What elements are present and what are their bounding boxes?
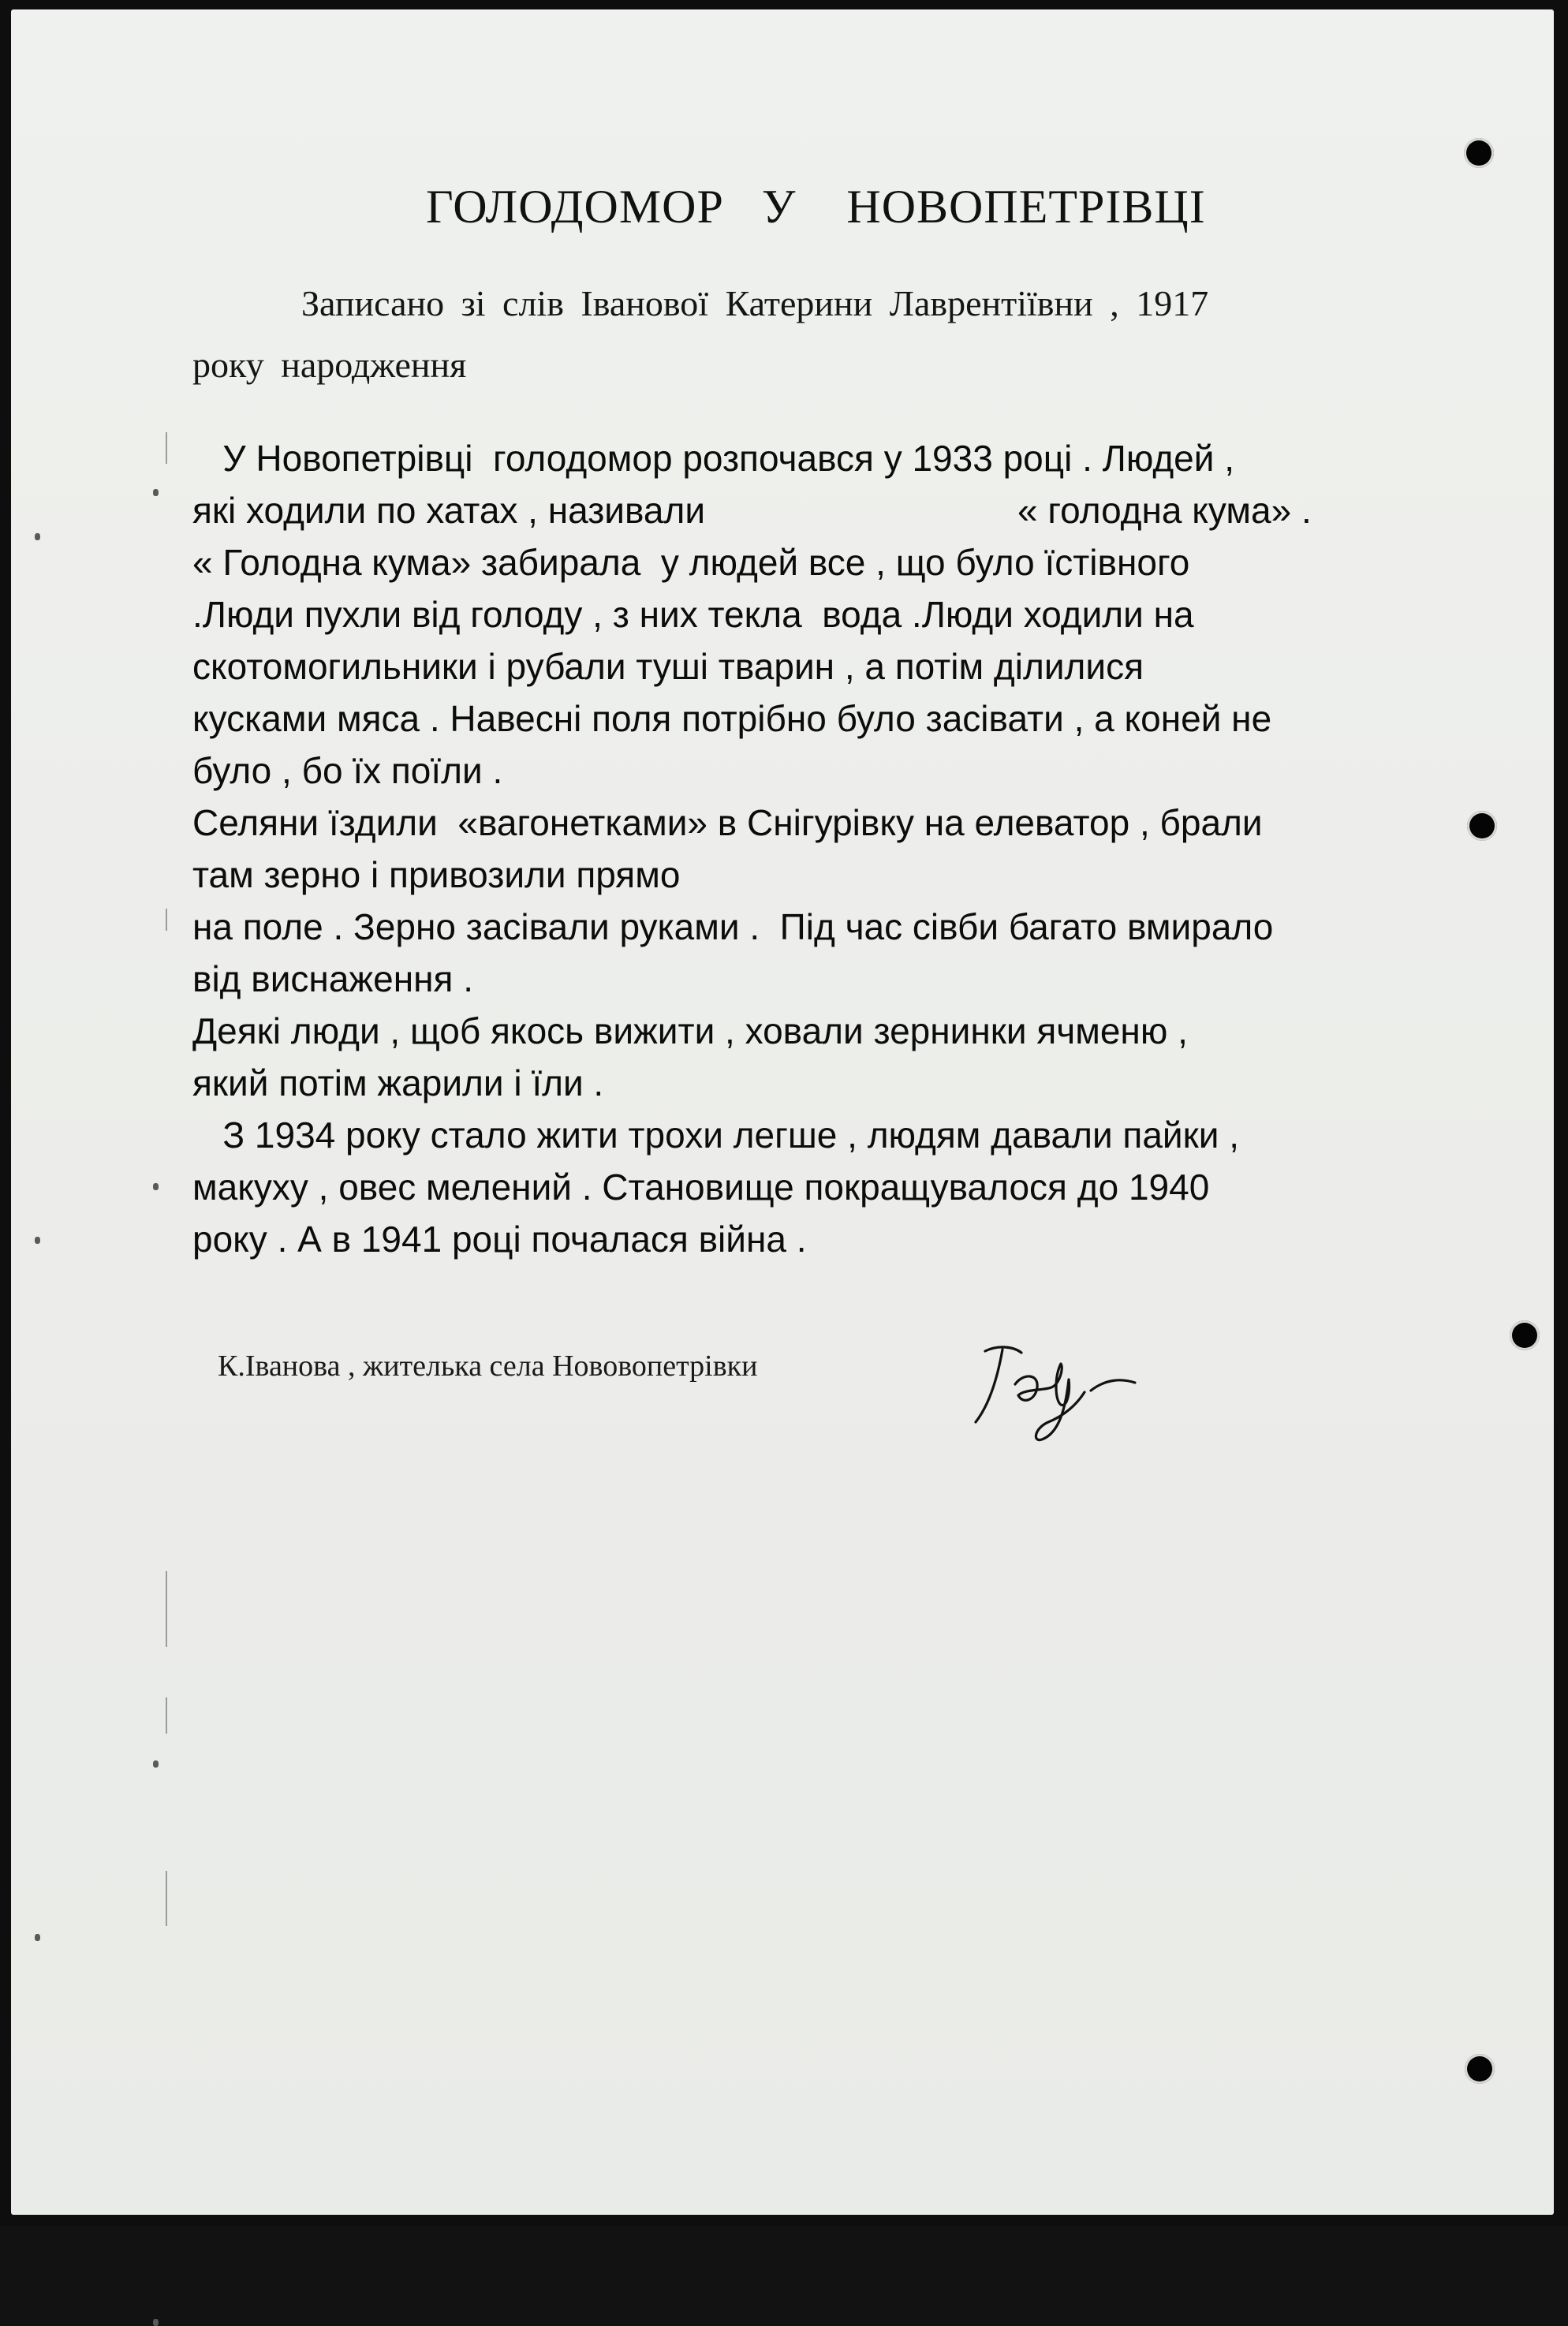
margin-mark: [166, 432, 167, 464]
scan-speck: [153, 2319, 159, 2326]
margin-mark: [166, 1571, 167, 1647]
scan-speck: [153, 1183, 159, 1190]
text-line: З 1934 року стало жити трохи легше , людям давали пайки ,: [192, 1114, 1239, 1156]
text-line-part: « голодна кума» .: [1017, 490, 1312, 531]
margin-mark: [166, 909, 167, 931]
punch-hole: [1464, 138, 1494, 168]
text-line: [192, 484, 1502, 536]
text-line-part: які ходили по хатах , називали: [192, 490, 706, 531]
recorded-from-line-2: року народження: [192, 345, 467, 385]
text-line: .Люди пухли від голоду , з них текла вода .Люди ходили на: [192, 594, 1194, 635]
scan-speck: [35, 1934, 40, 1941]
recorded-from-note: [192, 273, 1478, 396]
punch-hole: [1465, 2054, 1495, 2084]
handwritten-signature: [966, 1329, 1148, 1447]
text-line: там зерно і привозили прямо: [192, 854, 681, 895]
punch-hole: [1510, 1320, 1540, 1350]
text-line: на поле . Зерно засівали руками . Під час сівби багато вмирало: [192, 906, 1274, 947]
margin-mark: [166, 1871, 167, 1926]
scan-speck: [35, 533, 40, 540]
text-line: Деякі люди , щоб якось вижити , ховали зернинки ячменю ,: [192, 1010, 1188, 1051]
margin-mark: [166, 1697, 167, 1734]
text-line: який потім жарили і їли .: [192, 1062, 604, 1103]
scan-speck: [35, 1237, 40, 1244]
document-title: ГОЛОДОМОР У НОВОПЕТРІВЦІ: [426, 181, 1206, 233]
text-line: кусками мяса . Навесні поля потрібно було засівати , а коней не: [192, 698, 1272, 739]
text-line: У Новопетрівці голодомор розпочався у 1933 році . Людей ,: [192, 438, 1235, 479]
text-line: було , бо їх поїли .: [192, 750, 503, 791]
scan-speck: [153, 1760, 159, 1768]
scan-speck: [153, 489, 159, 496]
testimony-text: [192, 432, 1502, 1265]
text-line: « Голодна кума» забирала у людей все , що було їстівного: [192, 542, 1190, 583]
recorded-from-line-1: Записано зі слів Іванової Катерини Лаврентіївни , 1917: [301, 283, 1209, 323]
signature-caption: К.Іванова , жителька села Нововопетрівки: [218, 1350, 758, 1383]
text-line: скотомогильники і рубали туші тварин , а потім ділилися: [192, 646, 1144, 687]
text-line: від виснаження .: [192, 958, 474, 999]
text-line: макуху , овес мелений . Становище покращувалося до 1940: [192, 1167, 1210, 1208]
text-line: Селяни їздили «вагонетками» в Снігурівку на елеватор , брали: [192, 802, 1263, 843]
text-line: року . А в 1941 році почалася війна .: [192, 1219, 807, 1260]
